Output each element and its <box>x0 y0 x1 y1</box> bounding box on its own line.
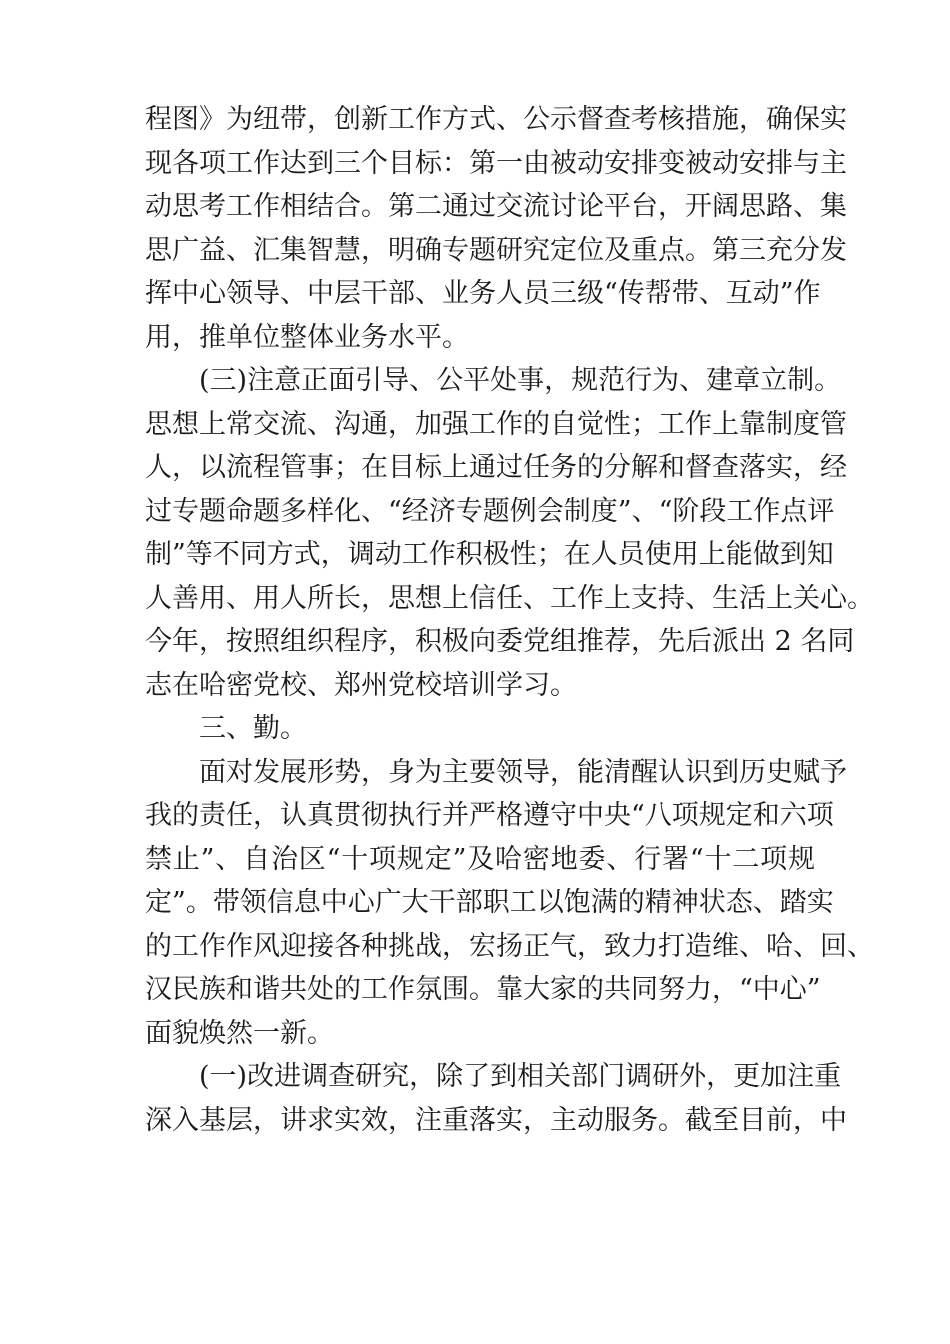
text-line: 汉民族和谐共处的工作氛围。靠大家的共同努力，“中心” <box>145 974 821 1005</box>
text-line: 三、勤。 <box>199 713 307 744</box>
text-line: 思想上常交流、沟通，加强工作的自觉性；工作上靠制度管 <box>145 408 847 440</box>
text-line: (三)注意正面引导、公平处事，规范行为、建章立制。 <box>199 365 842 396</box>
text-line: 面貌焕然一新。 <box>145 1017 334 1049</box>
text-line: 定”。带领信息中心广大干部职工以饱满的精神状态、踏实 <box>145 887 834 918</box>
text-line: 用，推单位整体业务水平。 <box>145 321 469 353</box>
text-line: (一)改进调查研究，除了到相关部门调研外，更加注重 <box>199 1061 842 1092</box>
text-line: 程图》为纽带，创新工作方式、公示督查考核措施，确保实 <box>145 104 847 135</box>
text-line: 制”等不同方式，调动工作积极性；在人员使用上能做到知 <box>145 539 834 570</box>
text-line: 挥中心领导、中层干部、业务人员三级“传帮带、互动”作 <box>145 278 821 309</box>
text-line: 过专题命题多样化、“经济专题例会制度”、“阶段工作点评 <box>145 495 835 527</box>
text-line: 深入基层，讲求实效，注重落实，主动服务。截至目前，中 <box>145 1104 847 1136</box>
text-line: 的工作作风迎接各种挑战，宏扬正气，致力打造维、哈、回、 <box>145 930 874 962</box>
text-line: 动思考工作相结合。第二通过交流讨论平台，开阔思路、集 <box>145 191 847 222</box>
text-line: 思广益、汇集智慧，明确专题研究定位及重点。第三充分发 <box>145 234 847 266</box>
document-body <box>145 98 874 1142</box>
text-line: 禁止”、自治区“十项规定”及哈密地委、行署“十二项规 <box>145 843 815 875</box>
text-line: 现各项工作达到三个目标：第一由被动安排变被动安排与主 <box>145 147 847 179</box>
text-line: 人善用、用人所长，思想上信任、工作上支持、生活上关心。 <box>145 582 874 614</box>
text-line: 我的责任，认真贯彻执行并严格遵守中央“八项规定和六项 <box>145 800 834 831</box>
text-line: 面对发展形势，身为主要领导，能清醒认识到历史赋予 <box>199 756 847 788</box>
text-line: 今年，按照组织程序，积极向委党组推荐，先后派出 2 名同 <box>145 626 855 657</box>
text-line: 志在哈密党校、郑州党校培训学习。 <box>145 669 577 701</box>
text-line: 人，以流程管事；在目标上通过任务的分解和督查落实，经 <box>145 452 847 483</box>
